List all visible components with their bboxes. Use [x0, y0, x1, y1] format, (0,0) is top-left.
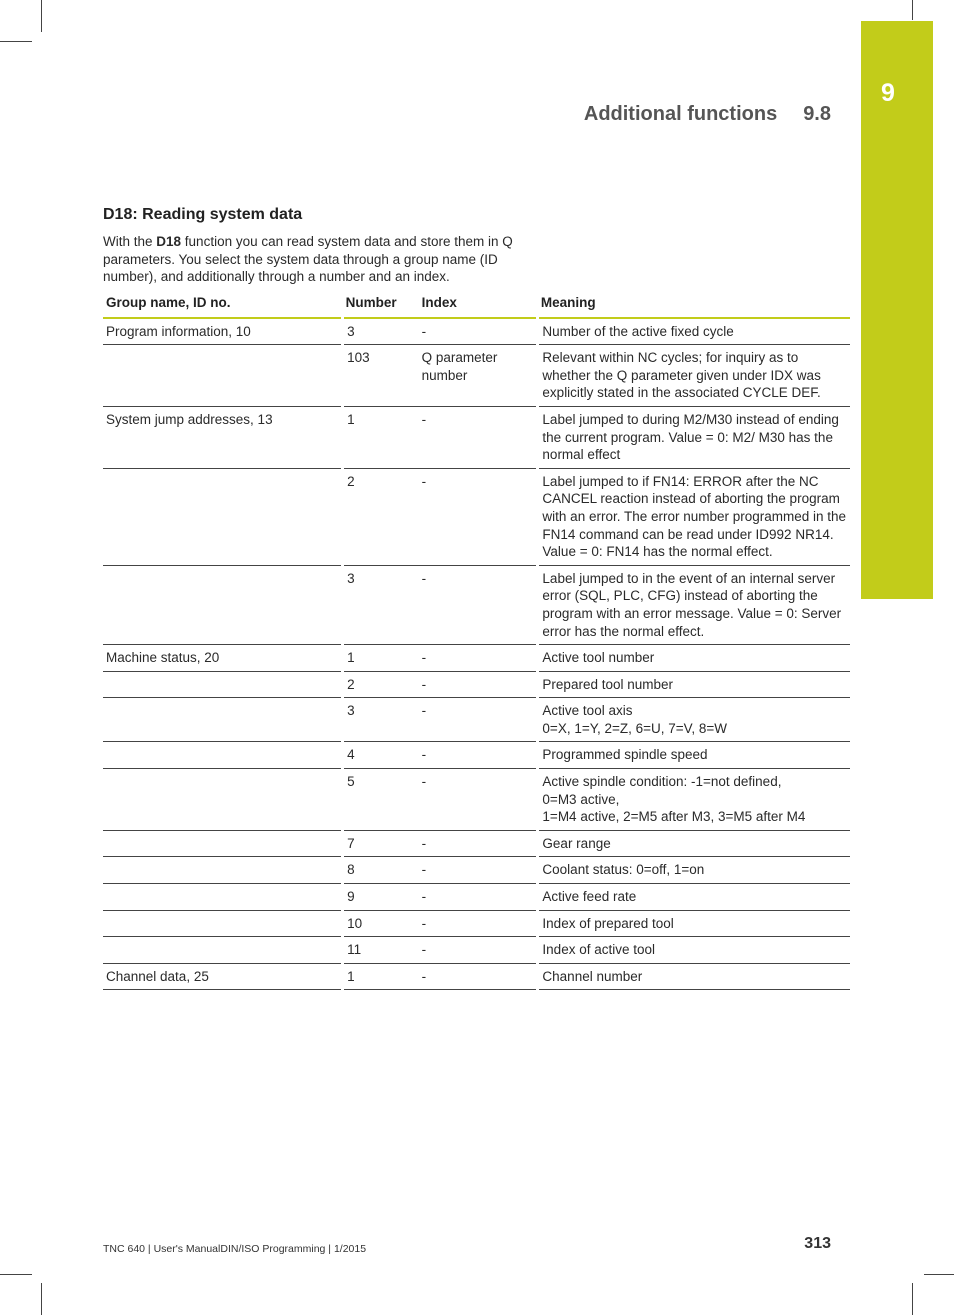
table-row — [103, 671, 850, 698]
cell-group — [103, 884, 343, 911]
running-header — [584, 103, 831, 126]
table-row — [103, 565, 850, 644]
table-body — [103, 318, 850, 990]
crop-mark — [912, 0, 913, 20]
cell-index: - — [419, 645, 538, 672]
column-header-index: Index — [419, 292, 538, 318]
cell-index: - — [419, 769, 538, 831]
cell-meaning: Index of prepared tool — [538, 910, 850, 937]
cell-group: Program information, 10 — [103, 318, 343, 345]
cell-index: - — [419, 406, 538, 468]
table-row — [103, 963, 850, 990]
table-row — [103, 742, 850, 769]
cell-group — [103, 565, 343, 644]
cell-group — [103, 698, 343, 742]
cell-meaning: Programmed spindle speed — [538, 742, 850, 769]
cell-group: Channel data, 25 — [103, 963, 343, 990]
cell-meaning: Active tool axis 0=X, 1=Y, 2=Z, 6=U, 7=V, 8=W — [538, 698, 850, 742]
crop-mark — [41, 1283, 42, 1315]
table-row — [103, 468, 850, 565]
table-row — [103, 937, 850, 964]
crop-mark — [0, 41, 32, 42]
cell-index: - — [419, 742, 538, 769]
cell-index: - — [419, 937, 538, 964]
system-data-table — [103, 292, 850, 990]
cell-index: - — [419, 830, 538, 857]
table-row — [103, 645, 850, 672]
cell-number: 1 — [343, 963, 419, 990]
table-row — [103, 698, 850, 742]
page-number: 313 — [804, 1235, 831, 1252]
cell-index: Q parameter number — [419, 345, 538, 407]
cell-group: Machine status, 20 — [103, 645, 343, 672]
section-title: D18: Reading system data — [103, 206, 303, 223]
cell-index: - — [419, 318, 538, 345]
cell-meaning: Label jumped to during M2/M30 instead of ending the current program. Value = 0: M2/ M30 has the normal effect — [538, 406, 850, 468]
table-row — [103, 857, 850, 884]
cell-number: 8 — [343, 857, 419, 884]
crop-mark — [41, 0, 42, 32]
cell-meaning: Relevant within NC cycles; for inquiry as to whether the Q parameter given under IDX was explicitly stated in the associated CYCLE DEF. — [538, 345, 850, 407]
cell-number: 7 — [343, 830, 419, 857]
cell-group — [103, 910, 343, 937]
cell-number: 1 — [343, 645, 419, 672]
cell-number: 9 — [343, 884, 419, 911]
intro-text-before: With the — [103, 234, 157, 249]
cell-index: - — [419, 963, 538, 990]
chapter-number: 9 — [881, 79, 895, 107]
cell-group — [103, 468, 343, 565]
cell-index: - — [419, 910, 538, 937]
cell-meaning: Channel number — [538, 963, 850, 990]
cell-meaning: Active spindle condition: -1=not defined, 0=M3 active, 1=M4 active, 2=M5 after M3, 3=M5 after M4 — [538, 769, 850, 831]
cell-index: - — [419, 698, 538, 742]
cell-group — [103, 857, 343, 884]
cell-number: 3 — [343, 318, 419, 345]
cell-meaning: Index of active tool — [538, 937, 850, 964]
cell-number: 10 — [343, 910, 419, 937]
cell-index: - — [419, 468, 538, 565]
column-header-group: Group name, ID no. — [103, 292, 343, 318]
header-section-number: 9.8 — [803, 103, 831, 125]
cell-meaning: Coolant status: 0=off, 1=on — [538, 857, 850, 884]
column-header-meaning: Meaning — [538, 292, 850, 318]
cell-group — [103, 742, 343, 769]
cell-meaning: Label jumped to if FN14: ERROR after the NC CANCEL reaction instead of aborting the program with an error. The error number programmed in the FN14 command can be read under ID992 NR14. Value = 0: FN14 has the normal effect. — [538, 468, 850, 565]
intro-paragraph — [103, 233, 543, 286]
cell-group — [103, 937, 343, 964]
intro-text-after: function you can read system data and store them in Q parameters. You select the system data through a group name (ID number), and additionally through a number and an index. — [103, 234, 513, 285]
cell-number: 3 — [343, 565, 419, 644]
cell-group — [103, 671, 343, 698]
cell-index: - — [419, 671, 538, 698]
cell-number: 5 — [343, 769, 419, 831]
cell-index: - — [419, 884, 538, 911]
cell-meaning: Active tool number — [538, 645, 850, 672]
cell-number: 3 — [343, 698, 419, 742]
table-row — [103, 884, 850, 911]
cell-number: 11 — [343, 937, 419, 964]
crop-mark — [924, 1274, 954, 1275]
cell-meaning: Gear range — [538, 830, 850, 857]
table-row — [103, 830, 850, 857]
cell-number: 4 — [343, 742, 419, 769]
header-title: Additional functions — [583, 103, 778, 125]
table-row — [103, 406, 850, 468]
cell-meaning: Prepared tool number — [538, 671, 850, 698]
table-header-row — [103, 292, 850, 318]
table-row — [103, 769, 850, 831]
crop-mark — [912, 1283, 913, 1315]
cell-meaning: Active feed rate — [538, 884, 850, 911]
cell-meaning: Number of the active fixed cycle — [538, 318, 850, 345]
cell-group: System jump addresses, 13 — [103, 406, 343, 468]
cell-group — [103, 830, 343, 857]
table-row — [103, 345, 850, 407]
footer-text: TNC 640 | User's ManualDIN/ISO Programming | 1/2015 — [103, 1243, 367, 1255]
cell-index: - — [419, 565, 538, 644]
crop-mark — [0, 1274, 32, 1275]
table-row — [103, 318, 850, 345]
chapter-tab — [861, 21, 933, 599]
column-header-number: Number — [343, 292, 419, 318]
cell-number: 2 — [343, 671, 419, 698]
cell-index: - — [419, 857, 538, 884]
cell-number: 1 — [343, 406, 419, 468]
cell-number: 2 — [343, 468, 419, 565]
table-row — [103, 910, 850, 937]
cell-meaning: Label jumped to in the event of an internal server error (SQL, PLC, CFG) instead of aborting the program with an error message. Value = 0: Server error has the normal effect. — [538, 565, 850, 644]
cell-group — [103, 769, 343, 831]
cell-number: 103 — [343, 345, 419, 407]
cell-group — [103, 345, 343, 407]
intro-function-name: D18 — [156, 234, 182, 249]
